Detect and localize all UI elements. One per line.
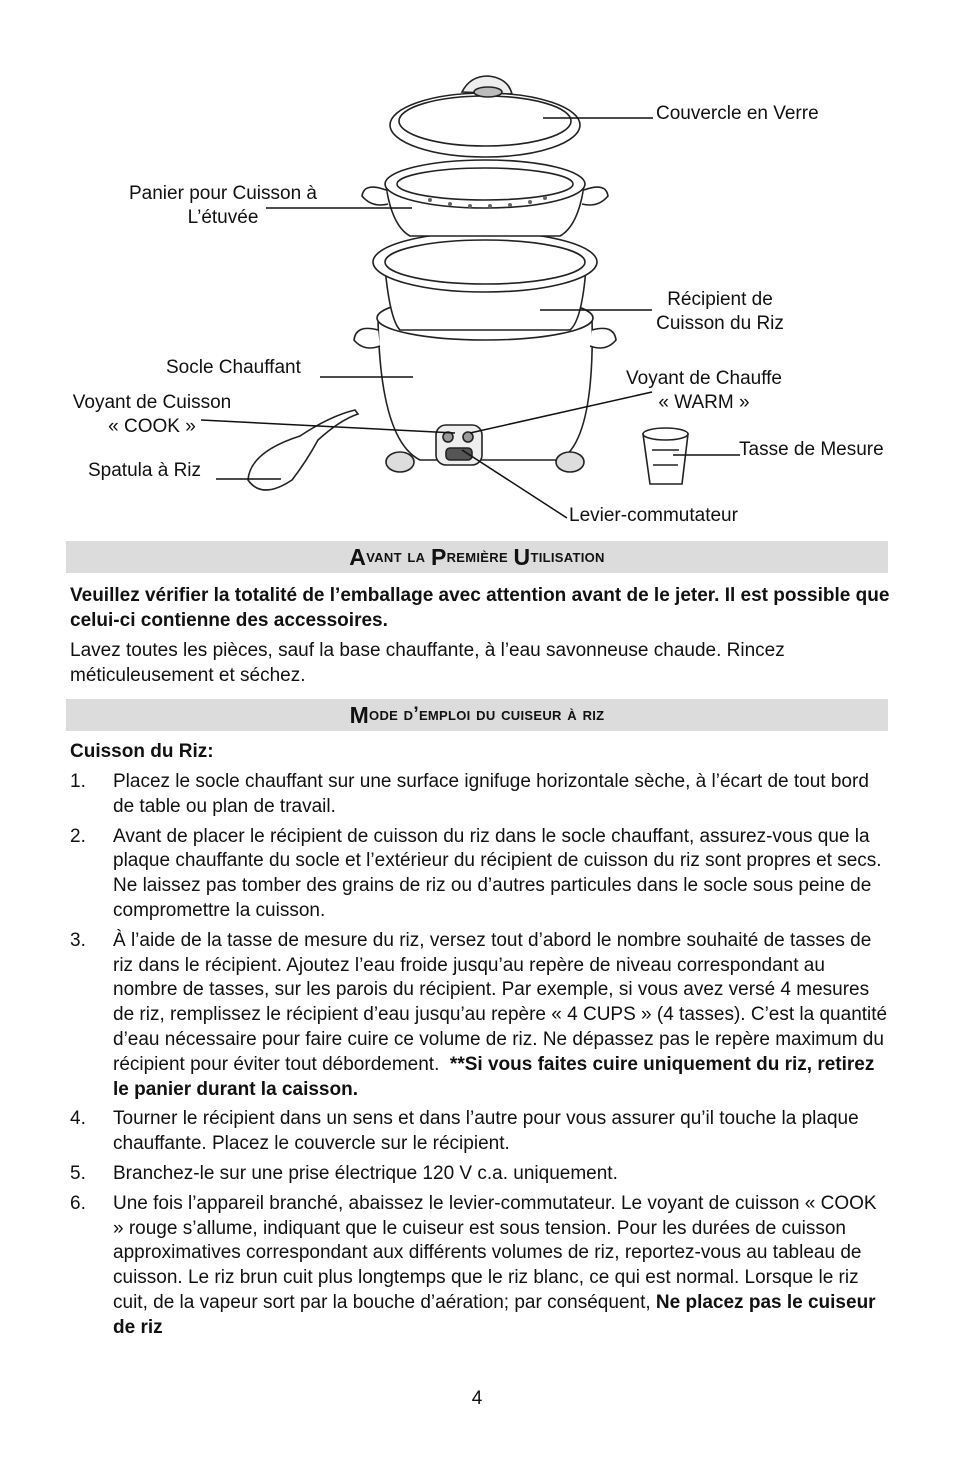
step-text: Tourner le récipient dans un sens et dans l’autre pour vous assurer qu’il touche la plaque chauffante. Placez le couvercle sur le récipient. xyxy=(113,1108,859,1155)
label-cooking-bowl-line2: Cuisson du Riz xyxy=(656,313,784,334)
step-2 xyxy=(70,825,890,924)
title-cap: P xyxy=(430,543,447,570)
step-bold-note: **Si vous faites cuire uniquement du riz, retirez le panier durant la caisson. xyxy=(113,1053,875,1100)
step-text: Avant de placer le récipient de cuisson du riz dans le socle chauffant, assurez-vous que la plaque chauffante du socle et l’extérieur du récipient de cuisson du riz sont propres et secs. Ne laissez pas tomber des grains de riz ou d’autres particules dans le socle sous peine de compromettre la cuisson. xyxy=(113,825,882,921)
label-steam-basket-line2: L’étuvée xyxy=(187,207,259,228)
title-part: ode d’emploi du cuiseur à riz xyxy=(369,704,605,725)
step-number: 2. xyxy=(70,825,86,847)
step-6 xyxy=(70,1192,890,1341)
label-cook-light-line1: Voyant de Cuisson xyxy=(72,392,232,413)
measuring-cup xyxy=(643,434,688,484)
title-cap: U xyxy=(513,543,531,570)
packaging-warning: Veuillez vérifier la totalité de l’emballage avec attention avant de le jeter. Il est possible que celui-ci contienne des accessoires. xyxy=(70,585,890,631)
steps-list xyxy=(70,770,890,1346)
section-title-before-first-use xyxy=(66,541,888,573)
label-heating-base: Socle Chauffant xyxy=(166,357,301,378)
step-4 xyxy=(70,1107,890,1157)
title-part: tilisation xyxy=(530,546,605,567)
label-warm-light-line2: « WARM » xyxy=(658,392,750,413)
step-number: 1. xyxy=(70,771,86,792)
step-text: À l’aide de la tasse de mesure du riz, versez tout d’abord le nombre souhaité de tasses de riz dans le récipient. Ajoutez l’eau froide jusqu’au repère de niveau correspondant au nombre de tasses, sur les parois du récipient. Par exemple, si vous avez versé 4 mesures de riz, remplissez le récipient d’eau jusqu’au repère « 4 CUPS » (4 tasses). C’est la quantité d’eau nécessaire pour faire cuire ce volume de riz. Ne dépassez pas le repère maximum du récipient pour éviter tout débordement. xyxy=(113,929,888,1075)
section-title-instructions xyxy=(66,699,888,731)
title-cap: M xyxy=(349,701,370,728)
cleaning-instructions: Lavez toutes les pièces, sauf la base chauffante, à l’eau savonneuse chaude. Rincez méticuleusement et séchez. xyxy=(70,640,785,686)
title-cap: A xyxy=(349,543,367,570)
title-part: remière xyxy=(446,546,508,567)
label-warm-light-line1: Voyant de Chauffe xyxy=(626,368,782,389)
step-5 xyxy=(70,1162,890,1187)
rice-spatula xyxy=(248,410,358,490)
label-switch-lever: Levier-commutateur xyxy=(569,505,738,526)
title-part: vant la xyxy=(366,546,426,567)
step-text: Placez le socle chauffant sur une surface ignifuge horizontale sèche, à l’écart de tout bord de table ou plan de travail. xyxy=(113,771,869,817)
label-steam-basket xyxy=(108,182,338,230)
subtitle-rice-cooking: Cuisson du Riz: xyxy=(70,741,214,762)
step-bold-note: Ne placez pas le cuiseur de riz xyxy=(113,1291,876,1338)
label-warm-light xyxy=(608,367,800,415)
step-number: 6. xyxy=(70,1192,86,1214)
label-cook-light-line2: « COOK » xyxy=(108,416,196,437)
step-3 xyxy=(70,929,890,1103)
label-rice-spatula: Spatula à Riz xyxy=(88,460,202,481)
step-1 xyxy=(70,770,890,820)
page-number: 4 xyxy=(471,1388,483,1409)
label-cook-light xyxy=(56,391,248,439)
step-number: 5. xyxy=(70,1162,86,1184)
step-number: 4. xyxy=(70,1108,86,1130)
label-measuring-cup: Tasse de Mesure xyxy=(739,439,884,460)
label-cooking-bowl xyxy=(640,288,800,336)
step-text: Une fois l’appareil branché, abaissez le levier-commutateur. Le voyant de cuisson « COOK » rouge s’allume, indiquant que le cuiseur est sous tension. Pour les durées de cuisson approximatives correspondant aux différents volumes de riz, reportez-vous au tableau de cuisson. Le riz brun cuit plus longtemps que le riz blanc, ce qui est normal. Lorsque le riz cuit, de la vapeur sort par la bouche d’aération; par conséquent, xyxy=(113,1192,877,1313)
label-glass-lid: Couvercle en Verre xyxy=(656,103,819,124)
step-number: 3. xyxy=(70,929,86,951)
label-steam-basket-line1: Panier pour Cuisson à xyxy=(129,183,317,204)
step-text: Branchez-le sur une prise électrique 120 V c.a. uniquement. xyxy=(113,1162,618,1184)
label-cooking-bowl-line1: Récipient de xyxy=(667,289,773,310)
